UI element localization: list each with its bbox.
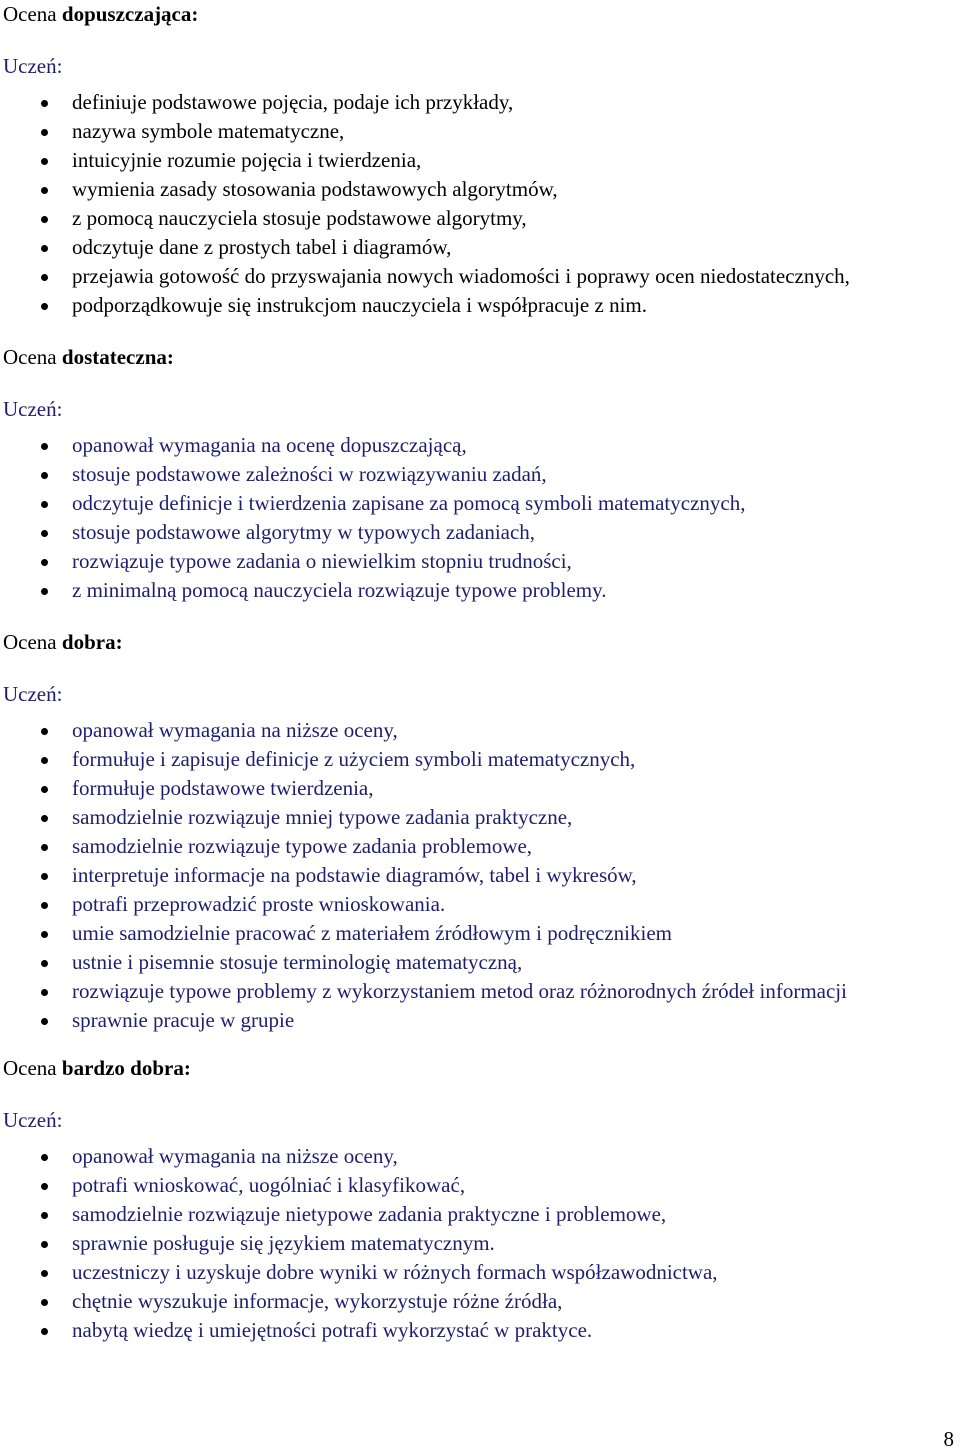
list-item: sprawnie pracuje w grupie: [3, 1006, 958, 1035]
list-item: stosuje podstawowe algorytmy w typowych zadaniach,: [3, 518, 958, 547]
list-item: opanował wymagania na niższe oceny,: [3, 1142, 958, 1171]
list-item: z minimalną pomocą nauczyciela rozwiązuje typowe problemy.: [3, 576, 958, 605]
grade-name: dobra:: [61, 630, 123, 654]
list-item: rozwiązuje typowe problemy z wykorzystaniem metod oraz różnorodnych źródeł informacji: [3, 977, 958, 1006]
list-item: intuicyjnie rozumie pojęcia i twierdzenia,: [3, 146, 958, 175]
list-item: odczytuje definicje i twierdzenia zapisane za pomocą symboli matematycznych,: [3, 489, 958, 518]
list-item: opanował wymagania na niższe oceny,: [3, 716, 958, 745]
grade-name: bardzo dobra:: [61, 1056, 191, 1080]
list-item: uczestniczy i uzyskuje dobre wyniki w różnych formach współzawodnictwa,: [3, 1258, 958, 1287]
heading-label: Ocena: [3, 2, 57, 26]
list-item: przejawia gotowość do przyswajania nowych wiadomości i poprawy ocen niedostatecznych,: [3, 262, 958, 291]
list-item: formułuje podstawowe twierdzenia,: [3, 774, 958, 803]
section-heading: [3, 0, 958, 28]
list-item: rozwiązuje typowe zadania o niewielkim stopniu trudności,: [3, 547, 958, 576]
heading-label: Ocena: [3, 345, 57, 369]
grade-section-dopuszczajaca: [3, 0, 958, 320]
list-item: interpretuje informacje na podstawie diagramów, tabel i wykresów,: [3, 861, 958, 890]
page-number: 8: [943, 1427, 954, 1451]
student-label: Uczeń:: [3, 397, 63, 421]
student-label: Uczeń:: [3, 682, 63, 706]
requirements-list: [3, 431, 958, 605]
list-item: odczytuje dane z prostych tabel i diagramów,: [3, 233, 958, 262]
list-item: potrafi przeprowadzić proste wnioskowania.: [3, 890, 958, 919]
student-label: Uczeń:: [3, 54, 63, 78]
list-item: z pomocą nauczyciela stosuje podstawowe algorytmy,: [3, 204, 958, 233]
heading-label: Ocena: [3, 1056, 57, 1080]
section-heading: [3, 1054, 958, 1082]
grade-section-dobra: [3, 628, 958, 1035]
list-item: definiuje podstawowe pojęcia, podaje ich przykłady,: [3, 88, 958, 117]
section-heading: [3, 628, 958, 656]
section-heading: [3, 343, 958, 371]
grade-name: dostateczna:: [61, 345, 174, 369]
list-item: stosuje podstawowe zależności w rozwiązywaniu zadań,: [3, 460, 958, 489]
list-item: samodzielnie rozwiązuje nietypowe zadania praktyczne i problemowe,: [3, 1200, 958, 1229]
list-item: chętnie wyszukuje informacje, wykorzystuje różne źródła,: [3, 1287, 958, 1316]
grade-section-bardzo-dobra: [3, 1054, 958, 1345]
heading-label: Ocena: [3, 630, 57, 654]
grade-name: dopuszczająca:: [61, 2, 199, 26]
list-item: opanował wymagania na ocenę dopuszczającą,: [3, 431, 958, 460]
list-item: umie samodzielnie pracować z materiałem źródłowym i podręcznikiem: [3, 919, 958, 948]
student-label: Uczeń:: [3, 1108, 63, 1132]
list-item: formułuje i zapisuje definicje z użyciem symboli matematycznych,: [3, 745, 958, 774]
list-item: potrafi wnioskować, uogólniać i klasyfikować,: [3, 1171, 958, 1200]
requirements-list: [3, 716, 958, 1035]
requirements-list: [3, 88, 958, 320]
list-item: nazywa symbole matematyczne,: [3, 117, 958, 146]
list-item: samodzielnie rozwiązuje mniej typowe zadania praktyczne,: [3, 803, 958, 832]
list-item: podporządkowuje się instrukcjom nauczyciela i współpracuje z nim.: [3, 291, 958, 320]
grade-section-dostateczna: [3, 343, 958, 605]
list-item: wymienia zasady stosowania podstawowych algorytmów,: [3, 175, 958, 204]
list-item: ustnie i pisemnie stosuje terminologię matematyczną,: [3, 948, 958, 977]
requirements-list: [3, 1142, 958, 1345]
list-item: sprawnie posługuje się językiem matematycznym.: [3, 1229, 958, 1258]
list-item: samodzielnie rozwiązuje typowe zadania problemowe,: [3, 832, 958, 861]
list-item: nabytą wiedzę i umiejętności potrafi wykorzystać w praktyce.: [3, 1316, 958, 1345]
